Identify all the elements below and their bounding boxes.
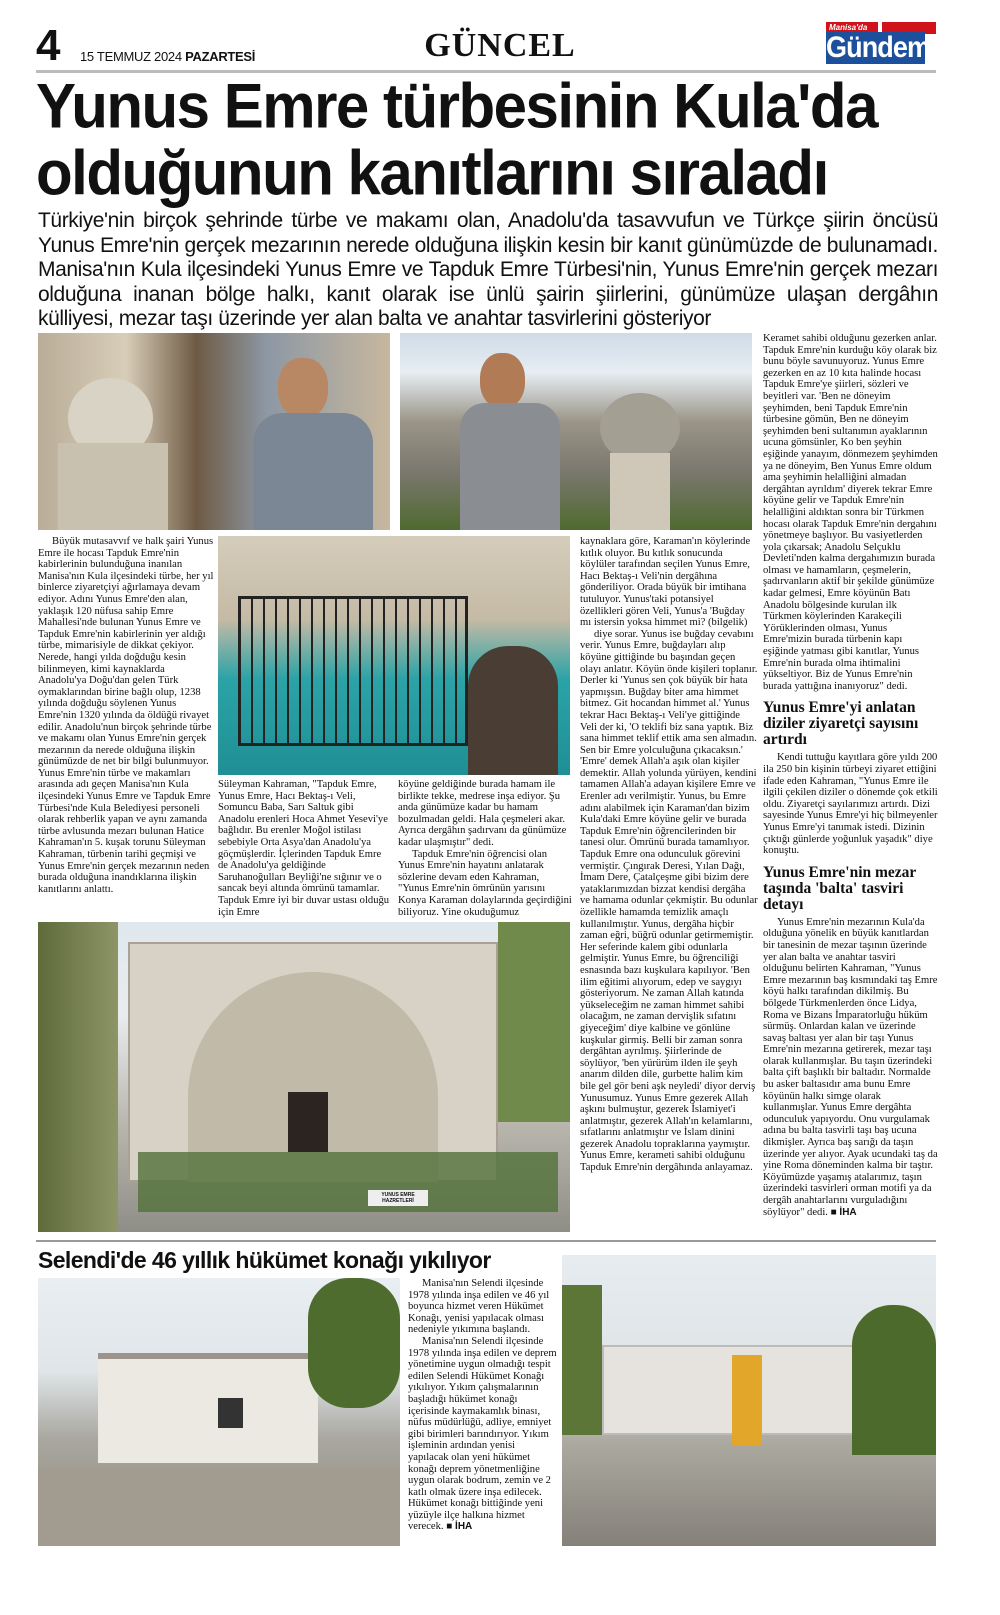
agency-credit: ■ İHA (446, 1521, 473, 1533)
article-column-5 (763, 333, 938, 1235)
paragraph (408, 1336, 558, 1533)
photo-turbe-exterior (38, 922, 570, 1232)
newspaper-logo (826, 22, 936, 64)
date-text: 15 TEMMUZ 2024 (80, 49, 182, 64)
subheading-balta: Yunus Emre'nin mezar taşında 'balta' tasviri detayı (763, 863, 917, 913)
logo-top: Manisa'da (826, 22, 878, 34)
article-column-2 (218, 779, 392, 919)
second-article-text (408, 1278, 558, 1548)
paragraph: Keramet sahibi olduğunu gezerken anlar. Tapduk Emre'nin kurduğu köy olarak biz bunu böyle savunuyoruz. Yunus Emre gezerken en az 10 kıta halinde hocası Tapduk Emre'ye şiirleri, sözleri ve beyitleri var. 'Ben ne döneyim şeyhimden, beni Tapduk Emre'nin türbesine gömün, Ben ne döneyim şeyhimden beni sultanımın ayaklarının ucuna gömsünler, Ko ben şeyhin eşiğinde yanayım, dönmezem şeyhimden ya ne döneyim, Ben Yunus Emre oldum ama şeyhimin helalliğini almadan dergâhtan ayrıldım' diyerek tekrar Emre köyüne gelir ve Tapduk Emre'nin helalliğini aldıktan sonra bir Türkmen hocası olarak Tapduk Emre'nin dergahını yönetmeye başlıyor. Bu vasiyetlerden yola çıkarsak; Anadolu Selçuklu Devleti'nden kalma dergahımızın burada olması ve hamamların, çeşmelerin, şadırvanların aktif bir şekilde günümüze kadar gelmesi, Emre köyünün Batı Anadolu bölgesinde kurulan ilk Türkmen köylerinden Karakeçili Yörüklerinden olması, Yunus Emre'mizin burada türbenin kapı eşiğinde yatması gibi kanıtlar, Yunus Emre'nin burada olma ihtimalini yükseltiyor. Biz de Yunus Emre'nin burada yattığına inanıyoruz" dedi. (763, 333, 938, 692)
paragraph: Kendi tuttuğu kayıtlara göre yıldı 200 ila 250 bin kişinin türbeyi ziyaret ettiğini ifade eden Kahraman, "Yunus Emre ile ilgili çekilen diziler o dönemde çok etkili oldu. Ziyaretçi sayılarımızı artırdı. Dizi sayesinde Yunus Emre'yi hiç bilmeyenler Yunus Emre'yi tanımak istedi. Dizinin çıktığı günlerde yoğunluk yaşadık" diye konuştu. (763, 752, 938, 857)
photo-building-demolition-left (38, 1278, 400, 1546)
paragraph-text: Manisa'nın Selendi ilçesinde 1978 yılında inşa edilen ve deprem yönetimine uygun olmadığı tespit edilen Selendi Hükümet Konağı yıkılıyor. Yıkım çalışmalarının başladığı hükümet konağı içerisinde kaymakamlık binası, nüfus müdürlüğü, adliye, emniyet gibi birimleri barındırıyor. Yıkım işleminin ardından yenisi yapılacak olan yeni hükümet konağı deprem yönetmenliğine uygun olarak bodrum, zemin ve 2 katlı olmak üzere inşa edilecek. Hükümet konağı bittiğinde yeni yüzüyle ilçe halkına hizmet verecek. (408, 1335, 557, 1533)
paragraph-text: Yunus Emre'nin mezarının Kula'da olduğuna yönelik en büyük kanıtlardan bir tanesinin de mezar taşının üzerinde yer alan balta ve anahtar tasviri olduğunu belirten Kahraman, "Yunus Emre mezarının baş kısmındaki taş Emre köyü halkı tarafından dikilmiş. Bu bölgede Türkmenlerden önce Lidya, Roma ve Bizans İmparatorluğu hüküm sürmüş. Onlardan kalan ve üzerinde savaş baltası yer alan bir taşı Yunus Emre'nin mezarına getirerek, mezar taşı olarak kullanmışlar. Bu taşın üzerindeki balta çift başlıklı bir baltadır. Normalde bu asker baltasıdır ama bunu Emre köyünün halkı simge olarak kullanmışlar. Yunus Emre dergâhta odunculuk yapıyordu. Onu vurgulamak adına bu balta tasvirli taşı baş ucuna dikmişler. Ayrıca baş sarığı da taşın üzerinde yer alıyor. Ayak ucundaki taş da yine Roma döneminden kalma bir taştır. Köyümüzde yaşamış atalarımız, taşın üzerindeki tasvirleri orman motifi ya da dergâh anahtarlarını vurguladığını söylüyor" dedi. (763, 916, 938, 1218)
second-headline: Selendi'de 46 yıllık hükümet konağı yıkılıyor (38, 1247, 491, 1273)
paragraph: Büyük mutasavvıf ve halk şairi Yunus Emre ile hocası Tapduk Emre'nin kabirlerinin bulunduğuna inanılan Manisa'nın Kula ilçesindeki türbe, her yıl binlerce ziyaretçiyi ağırlamaya devam ediyor. Adını Yunus Emre'den alan, yaklaşık 120 nüfusa sahip Emre Mahallesi'nde bulunan Yunus Emre ve Tapduk Emre'nin kabirlerinin yer aldığı türbe, mimarisiyle de dikkat çekiyor. Nerede, hangi yılda doğduğu kesin bilinmeyen, kimi kaynaklarda Anadolu'ya Doğu'dan gelen Türk oymaklarından birine bağlı olup, 1238 yılında doğduğu söylenen Yunus Emre'nin 1320 yılında da öldüğü rivayet edilir. Anadolu'nun birçok şehrinde türbe ve makamı olan Yunus Emre'nin gerçek mezarının da nerede olduğuna ilişkin günümüzde de net bir bilgi bulunmuyor. Yunus Emre'nin türbe ve makamları arasında adı geçen Manisa'nın Kula ilçesindeki Yunus Emre ve Tapduk Emre Türbesi'nde Kula Belediyesi personeli olarak rehberlik yapan ve aynı zamanda türbe avlusunda mezarı bulunan Hatice Kahraman'ın 5. kuşak torunu Süleyman Kahraman, türbenin tarihi geçmişi ve Yunus Emre'nin gerçek mezarının neden burada olduğuna inandıklarına ilişkin kanıtlarını anlattı. (38, 536, 214, 895)
photo-building-demolition-excavator (562, 1255, 936, 1546)
weekday: PAZARTESİ (185, 49, 256, 64)
subheading-diziler: Yunus Emre'yi anlatan diziler ziyaretçi sayısını artırdı (763, 699, 919, 749)
article-column-1 (38, 536, 214, 920)
lead-paragraph: Türkiye'nin birçok şehrinde türbe ve makamı olan, Anadolu'da tasavvufun ve Türkçe şiirin öncüsü Yunus Emre'nin gerçek mezarının nerede olduğuna ilişkin kesin bir kanıt günümüzde de bulunamadı. Manisa'nın Kula ilçesindeki Yunus Emre ve Tapduk Emre Türbesi'nin, Yunus Emre'nin gerçek mezarı olduğuna inanan bölge halkı, kanıt olarak ise ünlü şairin şiirlerini, günümüze ulaşan dergâhın külliyesi, mezar taşı üzerinde yer alan balta ve anahtar tasvirlerini gösteriyor (38, 209, 938, 330)
section-title: GÜNCEL (424, 27, 576, 64)
article-divider (36, 1240, 936, 1242)
paragraph: diye sorar. Yunus ise buğday cevabını verir. Yunus Emre, buğdayları alıp köyüne gittiğinde bu başından geçen olayı anlatır. Köyün önde kişileri toplanır. Derler ki 'Yunus sen çok büyük bir hata yapmışsın. Buğday biter ama himmet bitmez. Git hocandan himmet al.' Yunus tekrar Hacı Bektaş-ı Veli'ye gittiğinde Veli der ki, 'O teklifi biz sana yaptık. Biz sana himmet teklif ettik ama sen almadın. Sen bir Emre yolculuğuna çıkacaksın.' 'Emre' demek Allah'a aşık olan kişiler demektir. Allah yolunda yürüyen, kendini tamamen Allah'a adayan kişilere Emre ve Erenler adı verilmiştir. Yunus, bu Emre adını alabilmek için Karaman'dan bizim Kula'daki Emre köyüne gelir ve burada Tapduk Emre'nin öğrencilerinden bir tanesi olur. Ömrünü burada tamamlıyor. Tapduk Emre ona odunculuk görevini vermiştir. Çıngırak Deresi, Yılan Dağı, İmam Dere, Çatalçeşme gibi bizim dere yataklarımızdan bizzat kendisi dergâha ve hamama odunlar çekmiştir. Bu odunlar özellikle hamamda temizlik amaçlı kullanılmıştır. Yunus, dergâha hiçbir zaman eğri, büğrü odunlar getirmemiştir. Her seferinde kalem gibi odunlarla gelmiştir. Yunus Emre, bu öğrenciliği esnasında bazı kuşkulara kapılıyor. 'Ben ilim eğitimi alıyorum, edep ve saygıyı gösteriyorum. Ne zaman Allah katında yükseleceğim ne zaman himmet sahibi olacağım, ne zaman dervişlik sıfatını giyeceğim' diye kalbine ve gönlüne kuşkular girmiş. Belli bir zaman sonra dergâhtan ayrılmış. Şiirlerinde de söylüyor, 'ben yürürüm ilden ile şeyh anarım dilden dile, gurbette halim kim bile gel gör beni aşk neyledi' diyor derviş Yunusumuz. Yunus Emre gezerek Allah aşkını bulmuştur, gezerek İslamiyet'i anlatmıştır, gezerek Allah'ın kelamlarını, sıfatlarını anlatmıştır ve İslam dinini gezerek Anadolu topraklarına yaymıştır. Yunus Emre, kerameti sahibi olduğunu Tapduk Emre'nin dergâhında anlayamaz. (580, 628, 758, 1174)
logo-main: Gündem (826, 31, 931, 64)
paragraph: Tapduk Emre'nin öğrencisi olan Yunus Emre'nin hayatını anlatarak sözlerine devam eden Kahraman, "Yunus Emre'nin ömrünün yarısını Konya Karaman dolaylarında geçirdiğini biliyoruz. Yine okuduğumuz (398, 848, 572, 918)
paragraph: köyüne geldiğinde burada hamam ile birlikte tekke, medrese inşa ediyor. Şu anda günümüze kadar bu hamam bozulmadan geldi. Hala çeşmeleri akar. Ayrıca dergâhın şadırvanı da günümüze kadar ulaşmıştır" dedi. (398, 779, 567, 848)
photo-tomb-interior (218, 536, 570, 775)
paragraph: Süleyman Kahraman, "Tapduk Emre, Yunus Emre, Hacı Bektaş-ı Veli, Somuncu Baba, Sarı Saltuk gibi Anadolu erenleri Hoca Ahmet Yesevi'ye bağlıdır. Bu erenler Moğol istilası sebebiyle Orta Asya'dan Anadolu'ya göçmüşlerdir. İçlerinden Tapduk Emre de Anadolu'ya geldiğinde Saruhanoğulları Beyliği'ne sığınır ve o sancak beyi altında ömrünü tamamlar. Tapduk Emre iyi bir duvar ustası olduğu için Emre (218, 779, 390, 918)
paragraph (763, 917, 938, 1218)
paragraph: kaynaklara göre, Karaman'ın köylerinde kıtlık oluyor. Bu kıtlık sonucunda köylüler tarafından seçilen Yunus Emre, Hacı Bektaş-ı Veli'nin dergâhına gönderiliyor. Orada büyük bir imtihana tutuluyor. Yunus'taki potansiyel özellikleri gören Veli, Yunus'a 'Buğday mı istersin yoksa himmet mi? (bilgelik) (580, 536, 751, 629)
photo-man-outdoor-tombstone (400, 333, 752, 530)
paragraph: Manisa'nın Selendi ilçesinde 1978 yılında inşa edilen ve 46 yıl boyunca hizmet veren Hükümet Konağı, yenisi yapılacak olması nedeniyle yıkımına başlandı. (408, 1278, 550, 1336)
article-column-3 (398, 779, 572, 919)
main-headline: Yunus Emre türbesinin Kula'da olduğunun kanıtlarını sıraladı (36, 70, 877, 209)
page-number: 4 (36, 21, 61, 70)
photo-man-beside-tombstone (38, 333, 390, 530)
agency-credit: ■ İHA (830, 1206, 857, 1218)
tomb-sign: YUNUS EMRE HAZRETLERİ (368, 1190, 428, 1206)
article-column-4 (580, 536, 758, 1236)
